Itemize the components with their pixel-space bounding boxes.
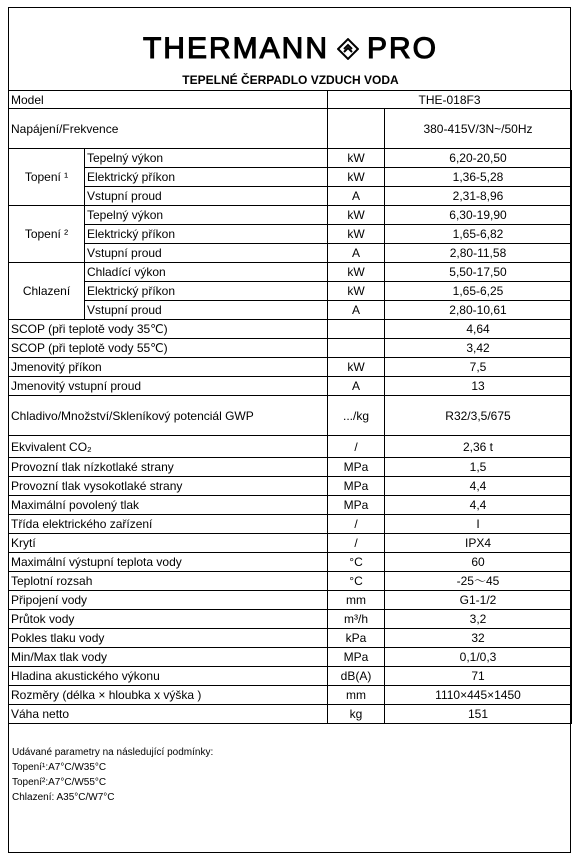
param-label: Elektrický příkon — [85, 225, 328, 244]
param-unit: MPa — [328, 648, 385, 667]
param-value: G1-1/2 — [385, 591, 572, 610]
param-value: 1,65-6,82 — [385, 225, 572, 244]
note-line: Chlazení: A35°C/W7°C — [12, 792, 115, 803]
table-row — [9, 515, 572, 534]
param-value: 0,1/0,3 — [385, 648, 572, 667]
param-label: Pokles tlaku vody — [9, 629, 328, 648]
param-unit: kW — [328, 149, 385, 168]
group-label: Topení ¹ — [9, 149, 85, 206]
table-row — [9, 263, 572, 282]
param-label: Maximální výstupní teplota vody — [9, 553, 328, 572]
table-row — [9, 572, 572, 591]
param-unit: dB(A) — [328, 667, 385, 686]
table-row — [9, 377, 572, 396]
param-unit: / — [328, 436, 385, 458]
param-unit: mm — [328, 591, 385, 610]
brand-logo — [9, 32, 572, 66]
brand-name-left: THERMANN — [142, 32, 329, 65]
table-row — [9, 206, 572, 225]
param-value: 1,5 — [385, 458, 572, 477]
param-label: Elektrický příkon — [85, 282, 328, 301]
table-row — [9, 339, 572, 358]
param-label: Min/Max tlak vody — [9, 648, 328, 667]
param-label: Rozměry (délka × hloubka x výška ) — [9, 686, 328, 705]
table-row — [9, 534, 572, 553]
note-line: Udávané parametry na následující podmínky: — [12, 747, 214, 758]
param-label: Váha netto — [9, 705, 328, 724]
param-value: 6,30-19,90 — [385, 206, 572, 225]
brand-name-right: PRO — [366, 32, 438, 65]
param-label: SCOP (při teplotě vody 35℃) — [9, 320, 328, 339]
param-label: Jmenovitý vstupní proud — [9, 377, 328, 396]
param-value: 6,20-20,50 — [385, 149, 572, 168]
table-row — [9, 591, 572, 610]
table-row — [9, 496, 572, 515]
power-value: 380-415V/3N~/50Hz — [385, 109, 572, 149]
table-row — [9, 168, 572, 187]
param-value: 1,65-6,25 — [385, 282, 572, 301]
param-label: Chladivo/Množství/Skleníkový potenciál GWP — [9, 396, 328, 436]
param-value: 7,5 — [385, 358, 572, 377]
param-value: 71 — [385, 667, 572, 686]
param-label: Teplotní rozsah — [9, 572, 328, 591]
table-row — [9, 149, 572, 168]
table-row — [9, 301, 572, 320]
table-row — [9, 282, 572, 301]
param-unit: mm — [328, 686, 385, 705]
param-label: Průtok vody — [9, 610, 328, 629]
param-value: R32/3,5/675 — [385, 396, 572, 436]
document-subtitle: TEPELNÉ ČERPADLO VZDUCH VODA — [182, 73, 399, 87]
param-unit: MPa — [328, 496, 385, 515]
table-row — [9, 225, 572, 244]
param-value: 151 — [385, 705, 572, 724]
param-unit: MPa — [328, 477, 385, 496]
brand-mark-icon — [337, 38, 359, 60]
param-value: 4,4 — [385, 477, 572, 496]
param-value: 32 — [385, 629, 572, 648]
table-row-power — [9, 109, 572, 149]
param-label: Tepelný výkon — [85, 149, 328, 168]
param-unit — [328, 339, 385, 358]
param-value: 2,36 t — [385, 436, 572, 458]
param-label: Připojení vody — [9, 591, 328, 610]
power-unit — [328, 109, 385, 149]
param-label: Jmenovitý příkon — [9, 358, 328, 377]
param-unit: A — [328, 301, 385, 320]
param-value: 3,2 — [385, 610, 572, 629]
param-unit: / — [328, 515, 385, 534]
param-unit: MPa — [328, 458, 385, 477]
param-value: 2,80-10,61 — [385, 301, 572, 320]
param-label: Hladina akustického výkonu — [9, 667, 328, 686]
table-row — [9, 553, 572, 572]
table-row — [9, 320, 572, 339]
param-value: 2,80-11,58 — [385, 244, 572, 263]
spec-sheet — [8, 7, 571, 853]
group-label: Chlazení — [9, 263, 85, 320]
param-label: Provozní tlak nízkotlaké strany — [9, 458, 328, 477]
param-value: 4,4 — [385, 496, 572, 515]
table-row — [9, 244, 572, 263]
param-unit: °C — [328, 572, 385, 591]
param-value: IPX4 — [385, 534, 572, 553]
param-unit: A — [328, 244, 385, 263]
table-row — [9, 477, 572, 496]
table-row — [9, 358, 572, 377]
power-label: Napájení/Frekvence — [9, 109, 328, 149]
table-row — [9, 705, 572, 724]
param-value: 1110×445×1450 — [385, 686, 572, 705]
param-unit: kPa — [328, 629, 385, 648]
spec-table — [8, 90, 572, 724]
param-label: Elektrický příkon — [85, 168, 328, 187]
table-row — [9, 648, 572, 667]
param-value: 5,50-17,50 — [385, 263, 572, 282]
param-unit: kg — [328, 705, 385, 724]
param-unit: °C — [328, 553, 385, 572]
model-value: THE-018F3 — [328, 91, 572, 109]
param-label: Ekvivalent CO₂ — [9, 436, 328, 458]
note-line: Topení¹:A7°C/W35°C — [12, 762, 107, 773]
param-label: Vstupní proud — [85, 187, 328, 206]
param-value: -25～45 — [385, 572, 572, 591]
param-unit: kW — [328, 263, 385, 282]
param-unit: A — [328, 377, 385, 396]
table-row — [9, 629, 572, 648]
table-row — [9, 458, 572, 477]
param-value: 60 — [385, 553, 572, 572]
table-row — [9, 396, 572, 436]
param-label: Krytí — [9, 534, 328, 553]
param-value: 4,64 — [385, 320, 572, 339]
param-label: Maximální povolený tlak — [9, 496, 328, 515]
table-row — [9, 667, 572, 686]
param-label: Vstupní proud — [85, 301, 328, 320]
param-label: Chladící výkon — [85, 263, 328, 282]
param-label: Tepelný výkon — [85, 206, 328, 225]
param-label: Vstupní proud — [85, 244, 328, 263]
table-row-model — [9, 91, 572, 109]
param-label: SCOP (při teplotě vody 55℃) — [9, 339, 328, 358]
group-label: Topení ² — [9, 206, 85, 263]
param-unit: kW — [328, 168, 385, 187]
param-unit: m³/h — [328, 610, 385, 629]
param-label: Provozní tlak vysokotlaké strany — [9, 477, 328, 496]
param-unit: kW — [328, 282, 385, 301]
conditions-notes — [12, 745, 213, 805]
table-row — [9, 187, 572, 206]
param-unit — [328, 320, 385, 339]
note-line: Topení²:A7°C/W55°C — [12, 777, 107, 788]
table-row — [9, 610, 572, 629]
model-label: Model — [9, 91, 328, 109]
table-row — [9, 686, 572, 705]
param-unit: kW — [328, 225, 385, 244]
param-unit: A — [328, 187, 385, 206]
param-value: 13 — [385, 377, 572, 396]
param-value: I — [385, 515, 572, 534]
param-value: 2,31-8,96 — [385, 187, 572, 206]
param-value: 3,42 — [385, 339, 572, 358]
table-row — [9, 436, 572, 458]
param-unit: .../kg — [328, 396, 385, 436]
param-unit: kW — [328, 206, 385, 225]
param-label: Třída elektrického zařízení — [9, 515, 328, 534]
param-unit: / — [328, 534, 385, 553]
param-unit: kW — [328, 358, 385, 377]
param-value: 1,36-5,28 — [385, 168, 572, 187]
